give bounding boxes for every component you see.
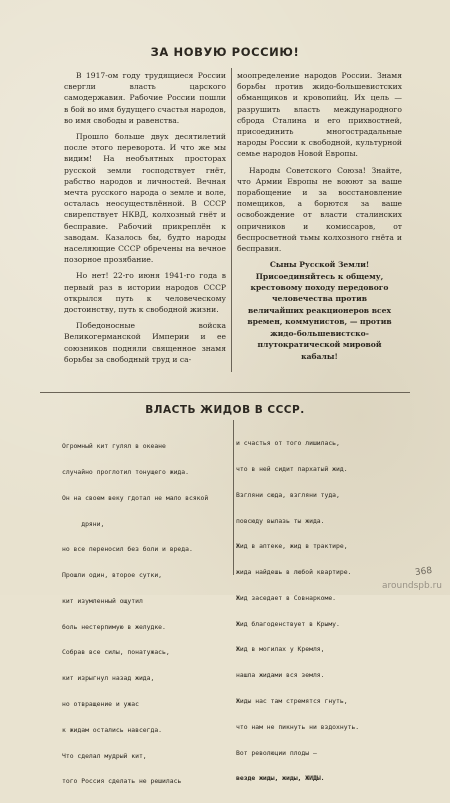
poem-line: что нам не пикнуть ни вздохнуть.: [236, 722, 360, 731]
poem-line: но отвращение и ужас: [62, 700, 139, 708]
poem-line: повсюду вылазь ты жида.: [236, 516, 325, 525]
poem-line: Прошли один, второе сутки,: [62, 571, 163, 580]
poem-line: Огромный кит гулял в океане: [62, 442, 166, 451]
appeal-paragraph: Сыны Русской Земли! Присоединяйтесь к общему, крестовому походу передового человечества против величайших реакционеров всех времен, коммунистов, — против жидо-большевистско-плутократической мировой кабалы!: [247, 260, 392, 361]
paragraph: моопределение народов России. Знамя борьбы против жидо-большевистских обманщиков и кровопийц. Их цель — разрушить власть международного сброда Сталина и его прихвостней, присоединить многострадальные народы России к свободной, культурной семье народов Новой Европы.: [237, 71, 402, 159]
poem-line: Жид в аптеке, жид в трактире,: [236, 542, 348, 551]
page-title: ЗА НОВУЮ РОССИЮ!: [150, 45, 300, 59]
poem-line: Он на своем веку гдотал не мало всякой: [62, 493, 209, 502]
handwritten-page-number: 368: [414, 565, 433, 579]
poem-line: нашла жидами вся земля.: [236, 671, 325, 680]
paragraph: Народы Советского Союза! Знайте, что Армии Европы не воюют за ваше порабощение и за восстановление помещиков, а борются за ваше освобождение от власти сталинских опричников и комиссаров, от беспросветной тьмы колхозного гнёта и бесправия.: [237, 165, 402, 254]
poem-line: Взгляни сюда, взгляни туда,: [236, 490, 340, 499]
poem-line: кит изрыгнул назад жида,: [62, 674, 155, 683]
poem-line: Что сделал мудрый кит,: [62, 751, 147, 760]
poem-left-column: [62, 425, 240, 803]
poem-line: Жид заседает в Совнаркоме.: [236, 593, 337, 602]
poem-line: кит изумленный ощутил: [62, 596, 143, 605]
paragraph: Прошло больше двух десятилетий после этого переворота. И что же мы видим! На необъятных просторах русской земли господствует гнёт, рабство народов и личностей. Вечная мечта русского народа о земле и воле, осталась неосуществлённой. В СССР свирепствует НКВД, колхозный гнёт и бесправие. Рабочий прикреплён к заводам. Казалось бы, будто народы населяющие СССР обречены на вечное позорное прозябание.: [64, 132, 226, 265]
poem-line: Собрав все силы, понатужась,: [62, 648, 170, 657]
poem-line: к жидам остались навсегда.: [62, 725, 163, 734]
poem-line: Вот революции плоды —: [236, 748, 317, 757]
paragraph: Но нет! 22-го июня 1941-го года в первый раз в истории народов СССР открылся путь к человеческому достоинству, путь к свободной жизни.: [64, 271, 226, 315]
poem-line: Жид благоденствует в Крыму.: [236, 619, 340, 628]
paragraph: В 1917-ом году трудящиеся России свергли власть царского самодержавия. Рабочие России пошли в бой во имя будущего счастья народов, во имя свободы и равенства.: [64, 71, 226, 125]
poem-line: Жид в могилах у Кремля,: [236, 645, 325, 654]
article-left-column: [64, 70, 226, 370]
section-title: ВЛАСТЬ ЖИДОВ В СССР.: [145, 404, 305, 416]
poem-line: дряни,: [62, 519, 105, 528]
column-divider: [231, 68, 232, 372]
poem-line: что в ней сидит пархатый жид.: [236, 464, 348, 473]
poem-line: боль нестерпимую в желудке.: [62, 622, 166, 631]
poem-line: случайно проглотил тонущего жида.: [62, 467, 189, 476]
section-divider: [40, 392, 410, 393]
paragraph: Победоносные войска Великогерманской Империи и ее союзников подняли священное знамя борьбы за свободный труд и са-: [64, 321, 226, 364]
poem-line-final: везде жиды, жиды, ЖИДЫ.: [236, 774, 325, 783]
poem-line: Жиды нас там стремятся гнуть,: [236, 697, 348, 705]
poem-line: жида найдешь в любой квартире.: [236, 568, 352, 577]
poem-right-column: [236, 422, 411, 800]
watermark: aroundspb.ru: [381, 581, 442, 591]
poem-line: того Россия сделать не решилась: [62, 777, 182, 786]
article-right-column: [237, 70, 402, 367]
poem-line: но все переносил без боли и вреда.: [62, 545, 193, 554]
poem-column-divider: [233, 420, 234, 575]
poem-line: и счастья от того лишилась,: [236, 439, 340, 448]
